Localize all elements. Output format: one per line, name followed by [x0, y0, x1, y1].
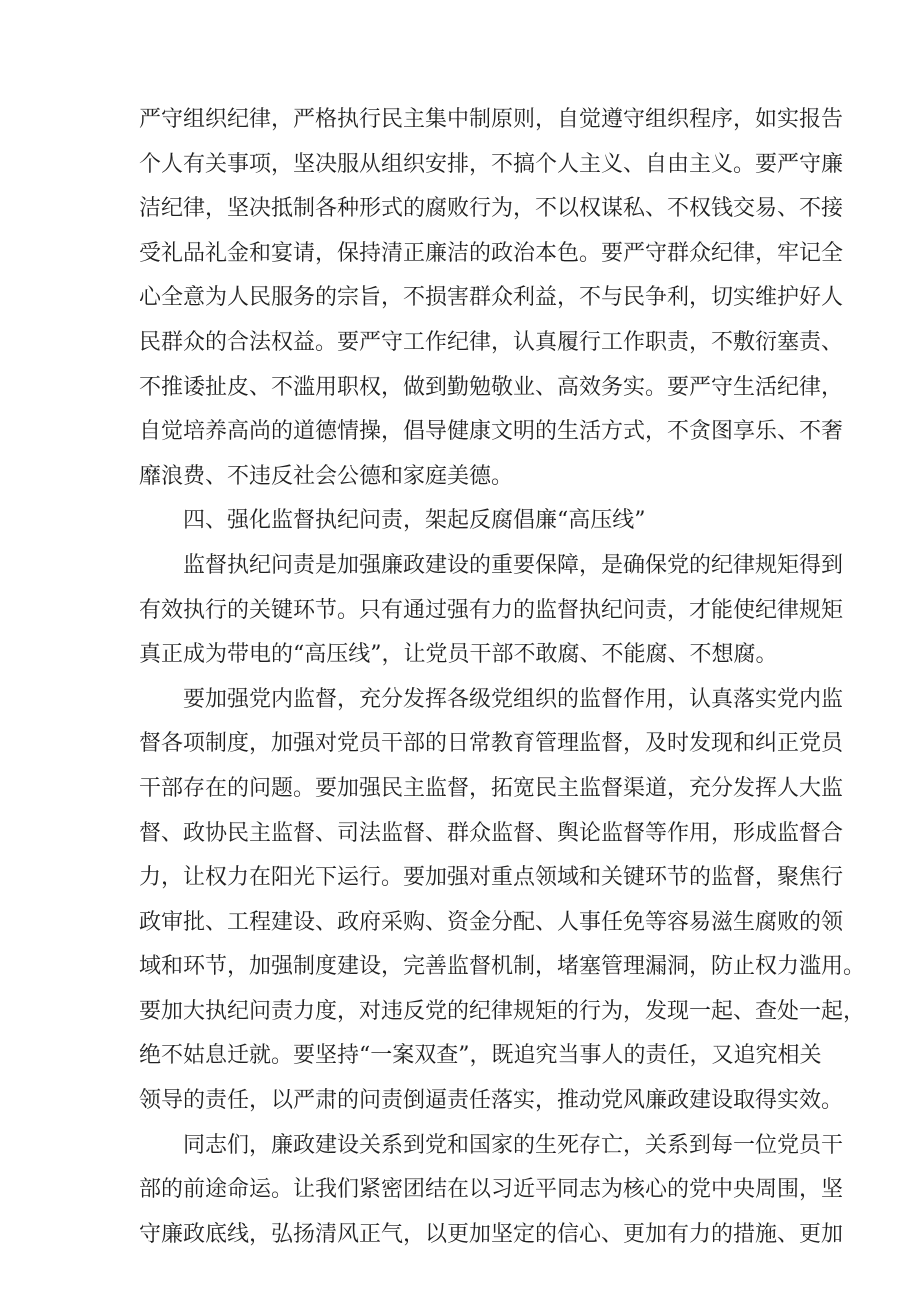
text-line: 不推诿扯皮、不滥用职权，做到勤勉敬业、高效务实。要严守生活纪律， — [139, 374, 844, 400]
text-line: 靡浪费、不违反社会公德和家庭美德。 — [139, 463, 514, 489]
text-line: 要加大执纪问责力度，对违反党的纪律规矩的行为，发现一起、查处一起， — [139, 998, 866, 1024]
section-heading-text: 四、强化监督执纪问责，架起反腐倡廉“高压线” — [183, 508, 646, 534]
text-line: 心全意为人民服务的宗旨，不损害群众利益，不与民争利，切实维护好人 — [139, 285, 844, 311]
section-heading — [139, 499, 799, 544]
text-line: 监督执纪问责是加强廉政建设的重要保障，是确保党的纪律规矩得到 — [183, 552, 844, 578]
text-line: 民群众的合法权益。要严守工作纪律，认真履行工作职责，不敷衍塞责、 — [139, 329, 844, 355]
text-line: 严守组织纪律，严格执行民主集中制原则，自觉遵守组织程序，如实报告 — [139, 107, 844, 132]
text-line: 真正成为带电的“高压线”，让党员干部不敢腐、不能腐、不想腐。 — [139, 642, 778, 668]
text-line: 有效执行的关键环节。只有通过强有力的监督执纪问责，才能使纪律规矩 — [139, 597, 844, 623]
text-line: 力，让权力在阳光下运行。要加强对重点领域和关键环节的监督，聚焦行 — [139, 865, 844, 891]
text-line: 要加强党内监督，充分发挥各级党组织的监督作用，认真落实党内监 — [183, 686, 844, 712]
text-line: 部的前途命运。让我们紧密团结在以习近平同志为核心的党中央周围，坚 — [139, 1177, 844, 1203]
text-line: 督各项制度，加强对党员干部的日常教育管理监督，及时发现和纠正党员 — [139, 731, 844, 757]
paragraph-discipline-continuation — [139, 98, 844, 499]
text-line: 自觉培养高尚的道德情操，倡导健康文明的生活方式，不贪图享乐、不奢 — [139, 419, 844, 445]
text-line: 个人有关事项，坚决服从组织安排，不搞个人主义、自由主义。要严守廉 — [139, 151, 844, 177]
text-line: 同志们，廉政建设关系到党和国家的生死存亡，关系到每一位党员干 — [183, 1132, 844, 1158]
text-line: 域和环节，加强制度建设，完善监督机制，堵塞管理漏洞，防止权力滥用。 — [139, 954, 866, 980]
text-line: 干部存在的问题。要加强民主监督，拓宽民主监督渠道，充分发挥人大监 — [139, 775, 844, 801]
paragraph-supervision-measures — [139, 678, 866, 1124]
text-line: 督、政协民主监督、司法监督、群众监督、舆论监督等作用，形成监督合 — [139, 820, 844, 846]
document-body — [139, 98, 866, 1257]
paragraph-closing — [139, 1124, 844, 1258]
text-line: 绝不姑息迁就。要坚持“一案双查”，既追究当事人的责任，又追究相关 — [139, 1043, 822, 1069]
text-line: 领导的责任，以严肃的问责倒逼责任落实，推动党风廉政建设取得实效。 — [139, 1088, 844, 1114]
text-line: 受礼品礼金和宴请，保持清正廉洁的政治本色。要严守群众纪律，牢记全 — [139, 240, 844, 266]
text-line: 政审批、工程建设、政府采购、资金分配、人事任免等容易滋生腐败的领 — [139, 909, 844, 935]
text-line: 洁纪律，坚决抵制各种形式的腐败行为，不以权谋私、不权钱交易、不接 — [139, 196, 844, 222]
paragraph-supervision-intro — [139, 544, 844, 678]
text-line: 守廉政底线，弘扬清风正气，以更加坚定的信心、更加有力的措施、更加 — [139, 1221, 844, 1247]
